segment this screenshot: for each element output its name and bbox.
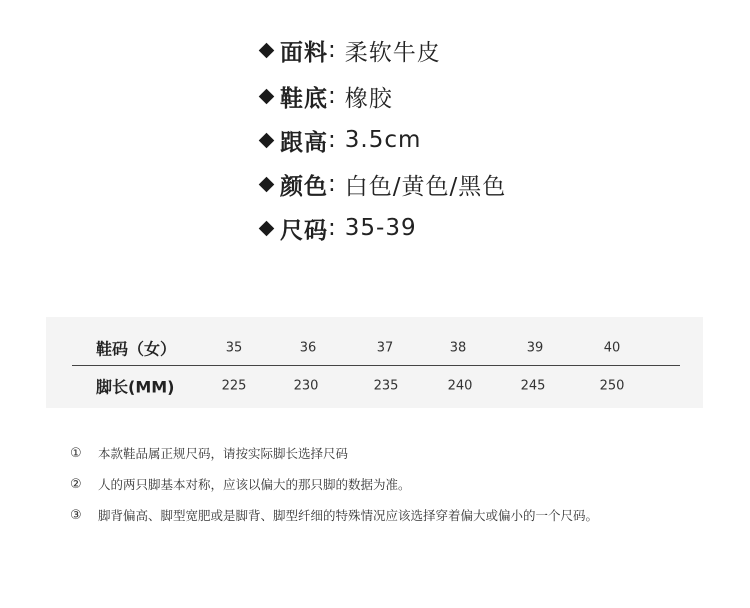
note-number: ① [70, 446, 82, 461]
size-cell: 39 [526, 340, 544, 356]
diamond-bullet-icon [259, 176, 275, 192]
product-spec-list [255, 28, 506, 250]
length-cell: 235 [373, 378, 399, 394]
length-cell: 245 [520, 378, 546, 394]
diamond-bullet-icon [259, 88, 275, 104]
spec-value: 3.5cm [344, 127, 422, 153]
spec-key: 面料 [280, 39, 328, 66]
spec-size [255, 206, 506, 250]
note-item [70, 471, 598, 499]
note-item [70, 440, 598, 468]
length-cell: 230 [293, 378, 319, 394]
length-cell: 225 [221, 378, 247, 394]
spec-key: 颜色 [280, 173, 328, 200]
size-cell: 36 [299, 340, 317, 356]
size-chart [46, 317, 703, 408]
spec-separator: : [328, 215, 337, 241]
note-number: ③ [70, 508, 82, 523]
shoe-size-row [46, 330, 703, 366]
size-cell: 37 [376, 340, 394, 356]
spec-value: 白色/黄色/黑色 [344, 173, 507, 200]
note-text: 本款鞋品属正规尺码，请按实际脚长选择尺码 [98, 446, 349, 461]
spec-key: 尺码 [280, 217, 328, 244]
note-item [70, 502, 598, 530]
spec-value: 橡胶 [344, 85, 393, 112]
shoe-size-label: 鞋码（女） [96, 339, 177, 359]
spec-heel-height [255, 118, 506, 162]
note-number: ② [70, 477, 82, 492]
size-cell: 40 [603, 340, 621, 356]
foot-length-row [46, 368, 703, 404]
spec-value: 柔软牛皮 [344, 39, 441, 66]
spec-key: 鞋底 [280, 85, 328, 112]
diamond-bullet-icon [259, 132, 275, 148]
spec-key: 跟高 [280, 129, 328, 156]
table-divider [72, 365, 680, 366]
spec-color [255, 162, 506, 206]
note-text: 人的两只脚基本对称，应该以偏大的那只脚的数据为准。 [98, 477, 411, 492]
spec-separator: : [328, 127, 337, 153]
spec-separator: : [328, 171, 337, 197]
diamond-bullet-icon [259, 220, 275, 236]
note-text: 脚背偏高、脚型宽肥或是脚背、脚型纤细的特殊情况应该选择穿着偏大或偏小的一个尺码。 [98, 508, 599, 523]
diamond-bullet-icon [259, 42, 275, 58]
size-notes [70, 440, 598, 530]
spec-separator: : [328, 83, 337, 109]
spec-value: 35-39 [344, 215, 417, 241]
spec-material [255, 28, 506, 72]
length-cell: 240 [447, 378, 473, 394]
spec-separator: : [328, 37, 337, 63]
size-cell: 38 [449, 340, 467, 356]
foot-length-label: 脚长(MM) [96, 377, 175, 397]
spec-sole [255, 74, 506, 118]
size-cell: 35 [225, 340, 243, 356]
length-cell: 250 [599, 378, 625, 394]
